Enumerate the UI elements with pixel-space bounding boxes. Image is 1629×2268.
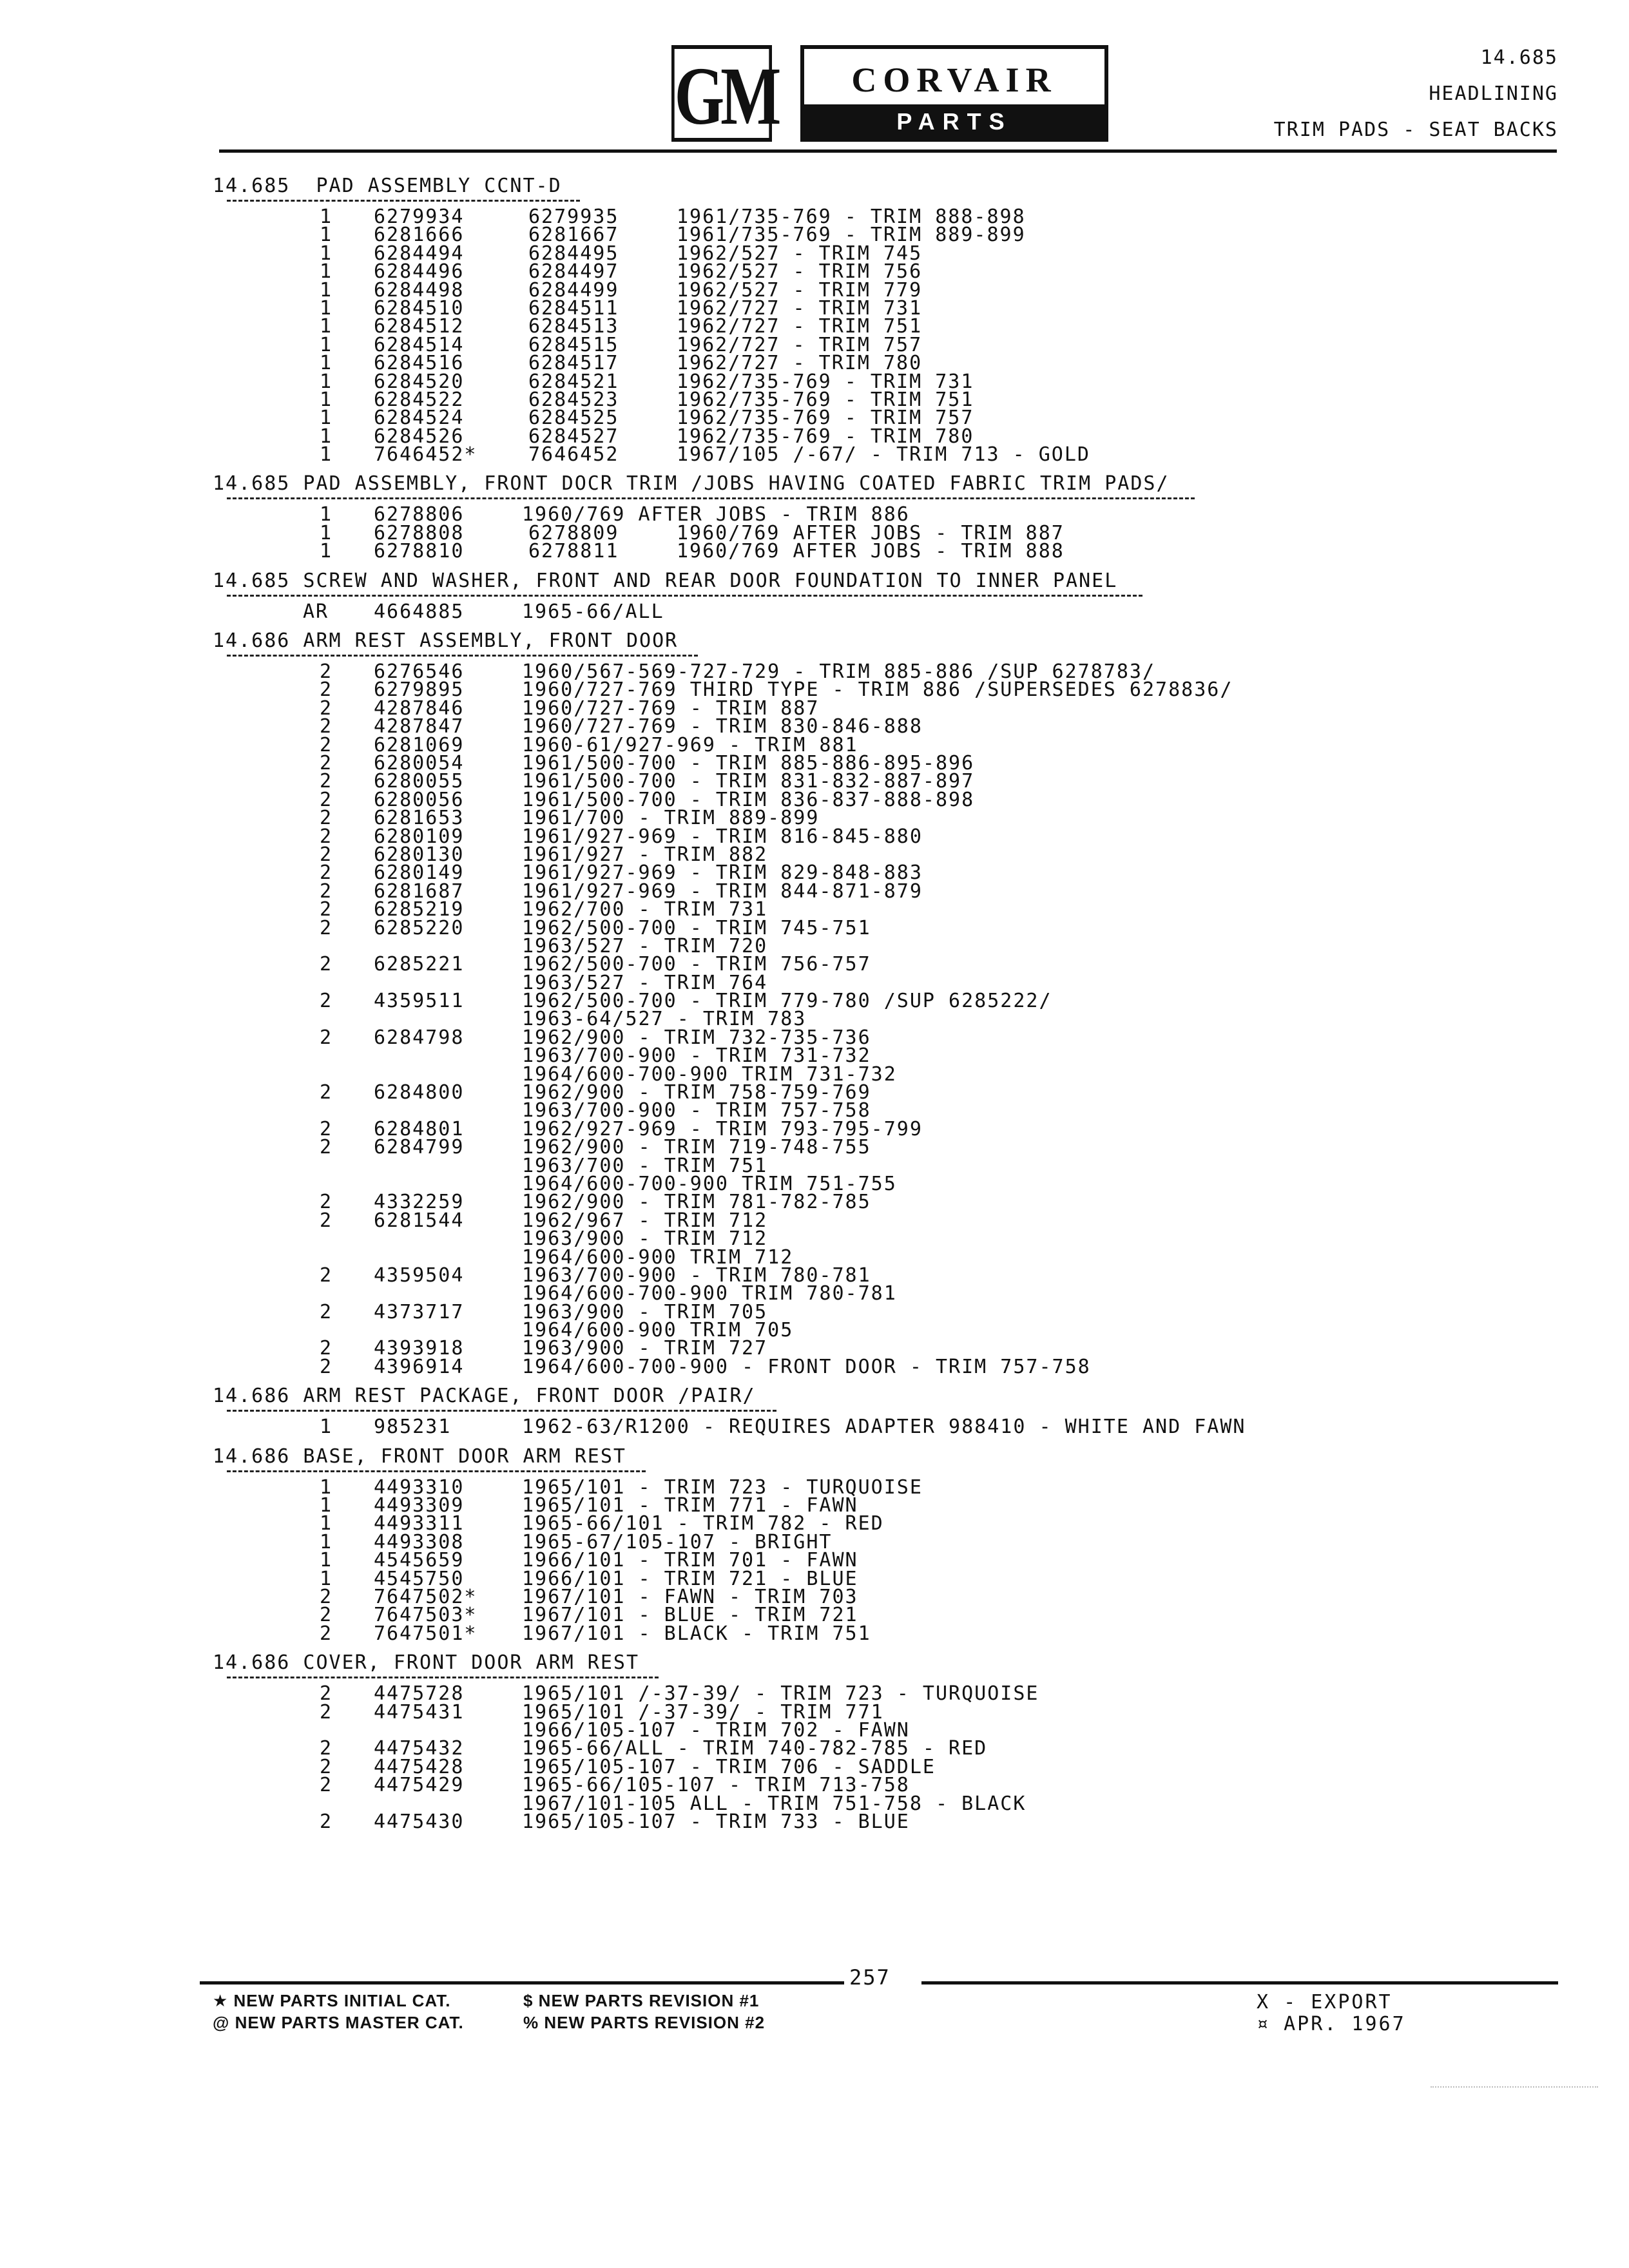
- part-row: [213, 953, 1437, 976]
- quantity: 2: [320, 1081, 333, 1104]
- part-number: 4287847: [374, 715, 465, 738]
- usage-description: 1962/900 - TRIM 781-782-785: [522, 1191, 871, 1214]
- part-number-alt: 6284497: [528, 260, 619, 284]
- usage-description: 1967/105 /-67/ - TRIM 713 - GOLD: [677, 443, 1090, 466]
- usage-description: 1964/600-700-900 - FRONT DOOR - TRIM 757-758: [522, 1355, 1091, 1378]
- legend-initial-cat: ★ NEW PARTS INITIAL CAT.: [213, 1991, 451, 2010]
- usage-description: 1962/500-700 - TRIM 745-751: [522, 916, 871, 939]
- part-row: [213, 1209, 1437, 1232]
- part-number: 4664885: [374, 600, 465, 623]
- usage-description: 1960/727-769 - TRIM 887: [522, 697, 820, 720]
- page-number: 257: [849, 1965, 891, 1990]
- quantity: 1: [320, 1549, 333, 1572]
- part-number-alt: 6284511: [528, 296, 619, 320]
- part-number: 6280109: [374, 825, 465, 848]
- parts-section: [213, 173, 1437, 464]
- usage-description: 1961/927-969 - TRIM 829-848-883: [522, 861, 923, 885]
- usage-description: 1965-66/105-107 - TRIM 713-758: [522, 1774, 910, 1797]
- usage-description: 1965-67/105-107 - BRIGHT: [522, 1530, 833, 1553]
- usage-description: 1963/700-900 - TRIM 780-781: [522, 1264, 871, 1287]
- part-number: 6284514: [374, 333, 465, 356]
- part-row: [213, 1300, 1437, 1323]
- usage-description: 1960/567-569-727-729 - TRIM 885-886 /SUP 6278783/: [522, 660, 1156, 684]
- quantity: 2: [320, 770, 333, 793]
- part-number: 6281687: [374, 879, 465, 903]
- usage-description: 1962/500-700 - TRIM 779-780 /SUP 6285222/: [522, 990, 1052, 1013]
- section-underline: [227, 655, 698, 657]
- quantity: 2: [320, 1264, 333, 1287]
- quantity: 1: [320, 206, 333, 228]
- usage-description: 1967/101 - BLUE - TRIM 721: [522, 1604, 858, 1627]
- usage-description: 1964/600-700-900 TRIM 780-781: [522, 1282, 897, 1305]
- part-number: 4493308: [374, 1530, 465, 1553]
- parts-section: [213, 1443, 1437, 1644]
- parts-section: [213, 1383, 1437, 1439]
- quantity: 1: [320, 1512, 333, 1535]
- usage-description: 1962/527 - TRIM 756: [677, 260, 923, 284]
- section-underline: [227, 200, 580, 202]
- part-number: 6280055: [374, 770, 465, 793]
- quantity: 1: [320, 1567, 333, 1590]
- part-number: 4545750: [374, 1567, 465, 1590]
- part-row: [213, 1416, 1437, 1439]
- part-number: 6281069: [374, 733, 465, 756]
- quantity: 2: [320, 1209, 333, 1232]
- quantity: 2: [320, 861, 333, 885]
- usage-description: 1961/927 - TRIM 882: [522, 843, 768, 866]
- quantity: 2: [320, 1136, 333, 1159]
- part-number: 6284516: [374, 352, 465, 375]
- part-number-alt: 6284527: [528, 425, 619, 448]
- part-number: 4475428: [374, 1755, 465, 1778]
- part-number-alt: 6284499: [528, 278, 619, 302]
- part-number-alt: 7646452: [528, 443, 619, 466]
- part-number: 6278810: [374, 540, 465, 563]
- part-number: 6280149: [374, 861, 465, 885]
- usage-description: 1963/900 - TRIM 712: [522, 1227, 768, 1251]
- quantity: 2: [320, 1755, 333, 1778]
- quantity: 1: [320, 1494, 333, 1517]
- part-number: 7646452*: [374, 443, 477, 466]
- quantity: 2: [320, 1191, 333, 1214]
- quantity: 1: [320, 315, 333, 338]
- quantity: 1: [320, 260, 333, 284]
- quantity: 2: [320, 1682, 333, 1706]
- quantity: 1: [320, 1416, 333, 1439]
- legend-revision-1: $ NEW PARTS REVISION #1: [523, 1991, 760, 2010]
- group-name: HEADLINING: [1429, 82, 1558, 105]
- scan-artifact: [1431, 2086, 1598, 2088]
- legend-revision-2: % NEW PARTS REVISION #2: [523, 2013, 766, 2032]
- section-title: 14.685 PAD ASSEMBLY, FRONT DOCR TRIM /JOBS HAVING COATED FABRIC TRIM PADS/: [213, 472, 1170, 495]
- part-number: 6281653: [374, 807, 465, 830]
- part-row: [213, 1136, 1437, 1159]
- quantity: 1: [320, 296, 333, 320]
- part-number: 6284800: [374, 1081, 465, 1104]
- part-number: 7647501*: [374, 1622, 477, 1645]
- quantity: 1: [320, 407, 333, 430]
- part-number: 6278808: [374, 521, 465, 544]
- part-number: 6284798: [374, 1026, 465, 1049]
- usage-description: 1965/101 - TRIM 771 - FAWN: [522, 1494, 858, 1517]
- part-row: [213, 916, 1437, 939]
- quantity: 2: [320, 990, 333, 1013]
- part-number-alt: 6284495: [528, 242, 619, 265]
- usage-description: 1963/900 - TRIM 727: [522, 1337, 768, 1360]
- quantity: 1: [320, 540, 333, 563]
- quantity: 2: [320, 807, 333, 830]
- part-number: 4332259: [374, 1191, 465, 1214]
- usage-description: 1962/927-969 - TRIM 793-795-799: [522, 1117, 923, 1140]
- gm-logo: GM: [671, 45, 772, 142]
- parts-section: [213, 1649, 1437, 1831]
- usage-description: 1965-66/ALL - TRIM 740-782-785 - RED: [522, 1737, 988, 1760]
- part-number: 4493309: [374, 1494, 465, 1517]
- part-number: 4493311: [374, 1512, 465, 1535]
- quantity: 1: [320, 278, 333, 302]
- part-row: [213, 990, 1437, 1013]
- usage-description: 1960/769 AFTER JOBS - TRIM 888: [677, 540, 1065, 563]
- section-underline: [227, 497, 1195, 499]
- usage-description: 1962-63/R1200 - REQUIRES ADAPTER 988410 - WHITE AND FAWN: [522, 1416, 1246, 1439]
- part-number: 4475728: [374, 1682, 465, 1706]
- usage-description: 1965-66/101 - TRIM 782 - RED: [522, 1512, 884, 1535]
- quantity: 2: [320, 1337, 333, 1360]
- usage-description: 1962/700 - TRIM 731: [522, 898, 768, 921]
- part-number: 6284524: [374, 407, 465, 430]
- usage-description: 1962/727 - TRIM 780: [677, 352, 923, 375]
- usage-description: 1962/735-769 - TRIM 780: [677, 425, 974, 448]
- part-number-alt: 6284515: [528, 333, 619, 356]
- usage-description: 1967/101 - BLACK - TRIM 751: [522, 1622, 871, 1645]
- quantity: 1: [320, 521, 333, 544]
- quantity: 2: [320, 1586, 333, 1608]
- quantity: 2: [320, 751, 333, 774]
- part-number-alt: 6284523: [528, 388, 619, 411]
- part-number: 6284496: [374, 260, 465, 284]
- usage-description: 1962/727 - TRIM 757: [677, 333, 923, 356]
- usage-description: 1963/700-900 - TRIM 731-732: [522, 1044, 871, 1068]
- part-row: [213, 540, 1437, 563]
- usage-description: 1964/600-900 TRIM 712: [522, 1245, 794, 1269]
- section-title: 14.685 PAD ASSEMBLY CCNT-D: [213, 175, 562, 197]
- part-row: [213, 1622, 1437, 1645]
- part-number: 4359504: [374, 1264, 465, 1287]
- parts-listing: [213, 166, 1437, 1831]
- usage-description: 1961/735-769 - TRIM 889-899: [677, 224, 1026, 247]
- header-rule: [219, 149, 1557, 153]
- usage-description: 1962/900 - TRIM 719-748-755: [522, 1136, 871, 1159]
- footer-rule-left: [200, 1981, 844, 1984]
- usage-description: 1963/527 - TRIM 720: [522, 934, 768, 957]
- usage-description: 1964/600-900 TRIM 705: [522, 1319, 794, 1342]
- date-note: ¤ APR. 1967: [1257, 2013, 1406, 2035]
- quantity: 1: [320, 425, 333, 448]
- part-number-alt: 6278809: [528, 521, 619, 544]
- part-number: 6284498: [374, 278, 465, 302]
- usage-description: 1962/527 - TRIM 779: [677, 278, 923, 302]
- usage-description: 1962/735-769 - TRIM 731: [677, 370, 974, 393]
- usage-description: 1965/105-107 - TRIM 733 - BLUE: [522, 1810, 910, 1833]
- quantity: 1: [320, 388, 333, 411]
- parts-section: [213, 568, 1437, 621]
- brand-box: [800, 45, 1108, 169]
- quantity: 2: [320, 916, 333, 939]
- part-row: [213, 1355, 1437, 1378]
- brand-subtitle: PARTS CATALOGUE: [804, 104, 1104, 138]
- part-number-alt: 6284517: [528, 352, 619, 375]
- quantity: 2: [320, 788, 333, 811]
- group-description: TRIM PADS - SEAT BACKS: [1273, 119, 1558, 141]
- part-number: 4287846: [374, 697, 465, 720]
- usage-description: 1961/500-700 - TRIM 836-837-888-898: [522, 788, 975, 811]
- part-number: 4359511: [374, 990, 465, 1013]
- quantity: 1: [320, 242, 333, 265]
- part-row: [213, 1810, 1437, 1833]
- part-number: 6280056: [374, 788, 465, 811]
- usage-description: 1965-66/ALL: [522, 600, 664, 623]
- quantity: 2: [320, 1774, 333, 1797]
- usage-description: 1965/105-107 - TRIM 706 - SADDLE: [522, 1755, 936, 1778]
- part-number-alt: 6281667: [528, 224, 619, 247]
- usage-description: 1961/927-969 - TRIM 816-845-880: [522, 825, 923, 848]
- part-number: 4396914: [374, 1355, 465, 1378]
- quantity: 1: [320, 352, 333, 375]
- usage-description: 1963-64/527 - TRIM 783: [522, 1008, 807, 1031]
- usage-description: 1961/927-969 - TRIM 844-871-879: [522, 879, 923, 903]
- usage-description: 1962/500-700 - TRIM 756-757: [522, 953, 871, 976]
- export-note: X - EXPORT: [1257, 1991, 1393, 2013]
- usage-description: 1962/900 - TRIM 732-735-736: [522, 1026, 871, 1049]
- part-number: 6285220: [374, 916, 465, 939]
- quantity: 1: [320, 224, 333, 247]
- quantity: 2: [320, 898, 333, 921]
- part-number: 6280130: [374, 843, 465, 866]
- usage-description: 1962/727 - TRIM 731: [677, 296, 923, 320]
- quantity: 2: [320, 715, 333, 738]
- quantity: 2: [320, 1355, 333, 1378]
- usage-description: 1960-61/927-969 - TRIM 881: [522, 733, 858, 756]
- group-number: 14.685: [1480, 46, 1558, 69]
- quantity: 1: [320, 443, 333, 466]
- usage-description: 1965/101 /-37-39/ - TRIM 771: [522, 1700, 884, 1724]
- parts-section: [213, 470, 1437, 561]
- section-title: 14.686 ARM REST PACKAGE, FRONT DOOR /PAIR/: [213, 1385, 756, 1408]
- footer-rule-right: [921, 1981, 1558, 1984]
- quantity: 1: [320, 370, 333, 393]
- part-number: 6281666: [374, 224, 465, 247]
- quantity: 2: [320, 1737, 333, 1760]
- section-title: 14.685 SCREW AND WASHER, FRONT AND REAR DOOR FOUNDATION TO INNER PANEL: [213, 569, 1118, 592]
- quantity: 1: [320, 1530, 333, 1553]
- usage-description: 1961/735-769 - TRIM 888-898: [677, 206, 1026, 228]
- usage-description: 1961/500-700 - TRIM 885-886-895-896: [522, 751, 975, 774]
- quantity: 2: [320, 1622, 333, 1645]
- quantity: 2: [320, 1604, 333, 1627]
- part-number: 6284801: [374, 1117, 465, 1140]
- part-number: 4373717: [374, 1300, 465, 1323]
- usage-description: 1960/769 AFTER JOBS - TRIM 886: [522, 503, 910, 526]
- quantity: 2: [320, 1700, 333, 1724]
- part-number: 985231: [374, 1416, 452, 1439]
- usage-description: 1962/727 - TRIM 751: [677, 315, 923, 338]
- part-number: 7647502*: [374, 1586, 477, 1608]
- quantity: 2: [320, 660, 333, 684]
- part-number-alt: 6284521: [528, 370, 619, 393]
- usage-description: 1962/527 - TRIM 745: [677, 242, 923, 265]
- part-number: 6284522: [374, 388, 465, 411]
- part-number: 4393918: [374, 1337, 465, 1360]
- usage-description: 1966/101 - TRIM 701 - FAWN: [522, 1549, 858, 1572]
- legend-master-cat: @ NEW PARTS MASTER CAT.: [213, 2013, 464, 2032]
- part-number-alt: 6278811: [528, 540, 619, 563]
- part-number: 6284512: [374, 315, 465, 338]
- part-number: 6279895: [374, 678, 465, 702]
- usage-description: 1960/727-769 - TRIM 830-846-888: [522, 715, 923, 738]
- part-number: 6284494: [374, 242, 465, 265]
- section-title: 14.686 COVER, FRONT DOOR ARM REST: [213, 1651, 640, 1675]
- section-title: 14.686 ARM REST ASSEMBLY, FRONT DOOR: [213, 629, 679, 653]
- part-number: 7647503*: [374, 1604, 477, 1627]
- usage-description: 1962/735-769 - TRIM 757: [677, 407, 974, 430]
- brand-name: CORVAIR: [851, 61, 1057, 99]
- usage-description: 1963/700 - TRIM 751: [522, 1154, 768, 1177]
- part-number: 4475431: [374, 1700, 465, 1724]
- usage-description: 1966/105-107 - TRIM 702 - FAWN: [522, 1718, 910, 1742]
- section-underline: [227, 595, 1142, 597]
- usage-description: 1966/101 - TRIM 721 - BLUE: [522, 1567, 858, 1590]
- quantity: AR: [303, 600, 329, 623]
- usage-description: 1960/769 AFTER JOBS - TRIM 887: [677, 521, 1065, 544]
- quantity: 1: [320, 1475, 333, 1499]
- parts-section: [213, 628, 1437, 1376]
- part-number-alt: 6284525: [528, 407, 619, 430]
- part-number: 6284526: [374, 425, 465, 448]
- part-number: 6281544: [374, 1209, 465, 1232]
- part-number-alt: 6279935: [528, 206, 619, 228]
- part-number: 6279934: [374, 206, 465, 228]
- part-number: 4475429: [374, 1774, 465, 1797]
- part-number: 4545659: [374, 1549, 465, 1572]
- quantity: 2: [320, 697, 333, 720]
- part-row: [213, 443, 1437, 466]
- part-number: 6278806: [374, 503, 465, 526]
- quantity: 2: [320, 733, 333, 756]
- part-number: 4493310: [374, 1475, 465, 1499]
- usage-description: 1964/600-700-900 TRIM 731-732: [522, 1062, 897, 1086]
- usage-description: 1961/700 - TRIM 889-899: [522, 807, 820, 830]
- quantity: 1: [320, 503, 333, 526]
- part-number: 4475430: [374, 1810, 465, 1833]
- usage-description: 1967/101 - FAWN - TRIM 703: [522, 1586, 858, 1608]
- usage-description: 1965/101 /-37-39/ - TRIM 723 - TURQUOISE: [522, 1682, 1039, 1706]
- part-number: 6284799: [374, 1136, 465, 1159]
- usage-description: 1960/727-769 THIRD TYPE - TRIM 886 /SUPERSEDES 6278836/: [522, 678, 1233, 702]
- part-number: 6284510: [374, 296, 465, 320]
- usage-description: 1963/527 - TRIM 764: [522, 971, 768, 994]
- part-number: 6280054: [374, 751, 465, 774]
- quantity: 2: [320, 1117, 333, 1140]
- part-row: [213, 600, 1437, 623]
- part-number: 4475432: [374, 1737, 465, 1760]
- quantity: 2: [320, 1026, 333, 1049]
- part-number: 6285221: [374, 953, 465, 976]
- quantity: 2: [320, 1810, 333, 1833]
- quantity: 2: [320, 843, 333, 866]
- part-number: 6276546: [374, 660, 465, 684]
- part-number: 6284520: [374, 370, 465, 393]
- quantity: 2: [320, 825, 333, 848]
- section-underline: [227, 1677, 659, 1678]
- quantity: 2: [320, 678, 333, 702]
- quantity: 2: [320, 1300, 333, 1323]
- usage-description: 1961/500-700 - TRIM 831-832-887-897: [522, 770, 975, 793]
- section-title: 14.686 BASE, FRONT DOOR ARM REST: [213, 1445, 626, 1468]
- usage-description: 1964/600-700-900 TRIM 751-755: [522, 1172, 897, 1195]
- usage-description: 1962/735-769 - TRIM 751: [677, 388, 974, 411]
- usage-description: 1963/700-900 - TRIM 757-758: [522, 1099, 871, 1122]
- usage-description: 1965/101 - TRIM 723 - TURQUOISE: [522, 1475, 923, 1499]
- quantity: 1: [320, 333, 333, 356]
- section-underline: [227, 1410, 776, 1412]
- section-underline: [227, 1470, 646, 1472]
- part-number-alt: 6284513: [528, 315, 619, 338]
- quantity: 2: [320, 953, 333, 976]
- part-row: [213, 1227, 1437, 1251]
- usage-description: 1962/967 - TRIM 712: [522, 1209, 768, 1232]
- part-number: 6285219: [374, 898, 465, 921]
- usage-description: 1967/101-105 ALL - TRIM 751-758 - BLACK: [522, 1792, 1027, 1815]
- usage-description: 1963/900 - TRIM 705: [522, 1300, 768, 1323]
- quantity: 2: [320, 879, 333, 903]
- usage-description: 1962/900 - TRIM 758-759-769: [522, 1081, 871, 1104]
